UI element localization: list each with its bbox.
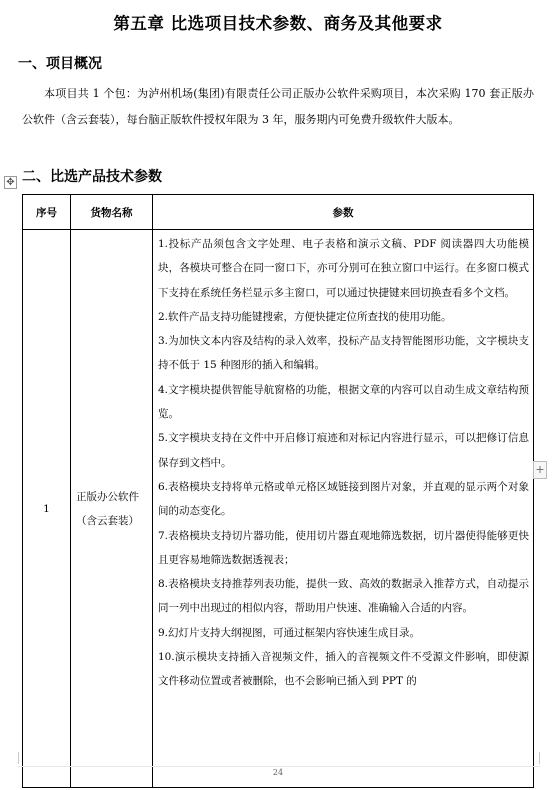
add-row-button[interactable]: +	[533, 461, 547, 479]
header-goods-name: 货物名称	[71, 195, 153, 230]
row-params-cell	[153, 230, 534, 788]
param-item: 8.表格模块支持推荐列表功能，提供一致、高效的数据录入推荐方式，自动提示同一列中出现过的相似内容，帮助用户快速、准确输入合适的内容。	[158, 578, 529, 615]
section-heading-tech-params: 二、比选产品技术参数	[22, 169, 162, 185]
table-row	[23, 230, 534, 788]
page-number: 24	[272, 768, 284, 777]
param-item: 2.软件产品支持功能键搜索，方便快捷定位所查找的使用功能。	[158, 310, 452, 323]
chapter-title: 第五章 比选项目技术参数、商务及其他要求	[113, 14, 443, 33]
page-bottom-edge	[17, 766, 540, 767]
page-corner-mark	[8, 752, 19, 764]
param-item: 7.表格模块支持切片器功能，使用切片器直观地筛选数据，切片器使得能够更快且更容易地筛选数据透视表；	[158, 529, 529, 566]
move-arrows-icon[interactable]: ✥	[4, 176, 17, 189]
param-item: 5.文字模块支持在文件中开启修订痕迹和对标记内容进行显示，可以把修订信息保存到文档中。	[158, 432, 529, 469]
tech-params-table	[22, 194, 534, 788]
header-index: 序号	[23, 195, 71, 230]
project-overview-paragraph: 本项目共 1 个包：为泸州机场(集团)有限责任公司正版办公软件采购项目，本次采购 170 套正版办公软件（含云套装），每台脑正版软件授权年限为 3 年，服务期内可免费升级软件大版本。	[22, 87, 534, 126]
section-heading-project-overview: 一、项目概况	[18, 56, 102, 72]
param-item: 9.幻灯片支持大纲视图，可通过框架内容快速生成目录。	[158, 626, 421, 639]
row-index: 1	[23, 230, 71, 788]
header-params: 参数	[153, 195, 534, 230]
table-header-row	[23, 195, 534, 230]
page-corner-mark	[539, 752, 550, 764]
param-item: 10.演示模块支持插入音视频文件，插入的音视频文件不受源文件影响，即使源文件移动位置或者被删除，也不会影响已插入到 PPT 的	[158, 651, 529, 688]
param-item: 4.文字模块提供智能导航窗格的功能，根据文章的内容可以自动生成文章结构预览。	[158, 383, 529, 421]
row-goods-name: 正版办公软件（含云套装）	[71, 230, 153, 788]
param-item: 6.表格模块支持将单元格或单元格区域链接到图片对象，并直观的显示两个对象间的动态变化。	[158, 480, 529, 518]
param-item: 3.为加快文本内容及结构的录入效率，投标产品支持智能图形功能，文字模块支持不低于 15 种图形的插入和编辑。	[158, 335, 529, 372]
param-item: 1.投标产品须包含文字处理、电子表格和演示文稿、PDF 阅读器四大功能模块，各模块可整合在同一窗口下，亦可分别可在独立窗口中运行。在多窗口模式下支持在系统任务栏显示多主窗口，可以通过快捷键来回切换查看多个文档。	[158, 238, 529, 299]
